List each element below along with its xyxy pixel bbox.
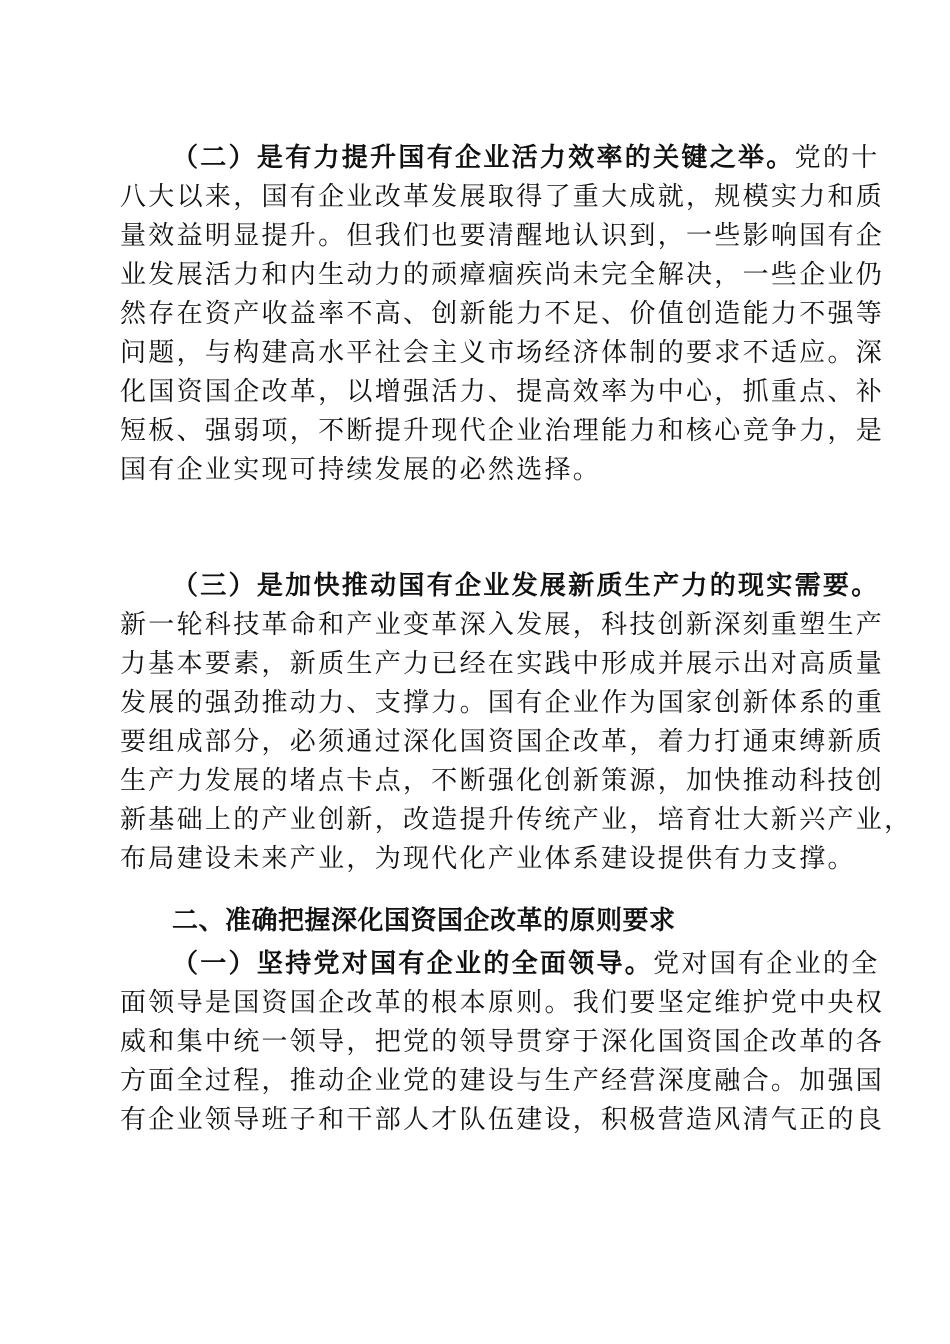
paragraph-text: 党对国有企业的全 bbox=[653, 949, 880, 979]
paragraph-line: 新一轮科技革命和产业变革深入发展，科技创新深刻重塑生产 bbox=[120, 610, 885, 640]
paragraph-line: 量效益明显提升。但我们也要清醒地认识到，一些影响国有企 bbox=[120, 221, 885, 251]
paragraph-line: 有企业领导班子和干部人才队伍建设，积极营造风清气正的良 bbox=[120, 1105, 885, 1135]
paragraph-line: 问题，与构建高水平社会主义市场经济体制的要求不适应。深 bbox=[120, 338, 885, 368]
paragraph-lead: （三）是加快推动国有企业发展新质生产力的现实需要。 bbox=[172, 571, 880, 601]
paragraph-line: 短板、强弱项，不断提升现代企业治理能力和核心竞争力，是 bbox=[120, 416, 885, 446]
paragraph-line: 发展的强劲推动力、支撑力。国有企业作为国家创新体系的重 bbox=[120, 688, 885, 718]
section-2-heading: 二、准确把握深化国资国企改革的原则要求 bbox=[172, 906, 676, 936]
paragraph-line: 威和集中统一领导，把党的领导贯穿于深化国资国企改革的各 bbox=[120, 1027, 885, 1057]
paragraph-line: 力基本要素，新质生产力已经在实践中形成并展示出对高质量 bbox=[120, 649, 885, 679]
paragraph-lead: （二）是有力提升国有企业活力效率的关键之举。 bbox=[172, 143, 795, 173]
paragraph-party-leadership bbox=[120, 945, 885, 1140]
paragraph-line: 方面全过程，推动企业党的建设与生产经营深度融合。加强国 bbox=[120, 1066, 885, 1096]
paragraph-first-line bbox=[120, 139, 880, 178]
paragraph-productivity bbox=[120, 567, 913, 879]
paragraph-line: 业发展活力和内生动力的顽瘴痼疾尚未完全解决，一些企业仍 bbox=[120, 260, 885, 290]
paragraph-line: 新基础上的产业创新，改造提升传统产业，培育壮大新兴产业， bbox=[120, 805, 913, 835]
paragraph-line: 国有企业实现可持续发展的必然选择。 bbox=[120, 455, 602, 485]
paragraph-line: 然存在资产收益率不高、创新能力不足、价值创造能力不强等 bbox=[120, 299, 885, 329]
paragraph-lead: （一）坚持党对国有企业的全面领导。 bbox=[172, 949, 654, 979]
paragraph-line: 八大以来，国有企业改革发展取得了重大成就，规模实力和质 bbox=[120, 182, 885, 212]
paragraph-line: 化国资国企改革，以增强活力、提高效率为中心，抓重点、补 bbox=[120, 377, 885, 407]
section-heading bbox=[120, 902, 830, 941]
paragraph-text: 党的十 bbox=[794, 143, 880, 173]
paragraph-line: 布局建设未来产业，为现代化产业体系建设提供有力支撑。 bbox=[120, 844, 856, 874]
paragraph-line: 面领导是国资国企改革的根本原则。我们要坚定维护党中央权 bbox=[120, 988, 885, 1018]
paragraph-first-line bbox=[120, 945, 880, 984]
paragraph-line: 要组成部分，必须通过深化国资国企改革，着力打通束缚新质 bbox=[120, 727, 885, 757]
paragraph-efficiency bbox=[120, 139, 885, 490]
paragraph-line: 生产力发展的堵点卡点，不断强化创新策源，加快推动科技创 bbox=[120, 766, 885, 796]
